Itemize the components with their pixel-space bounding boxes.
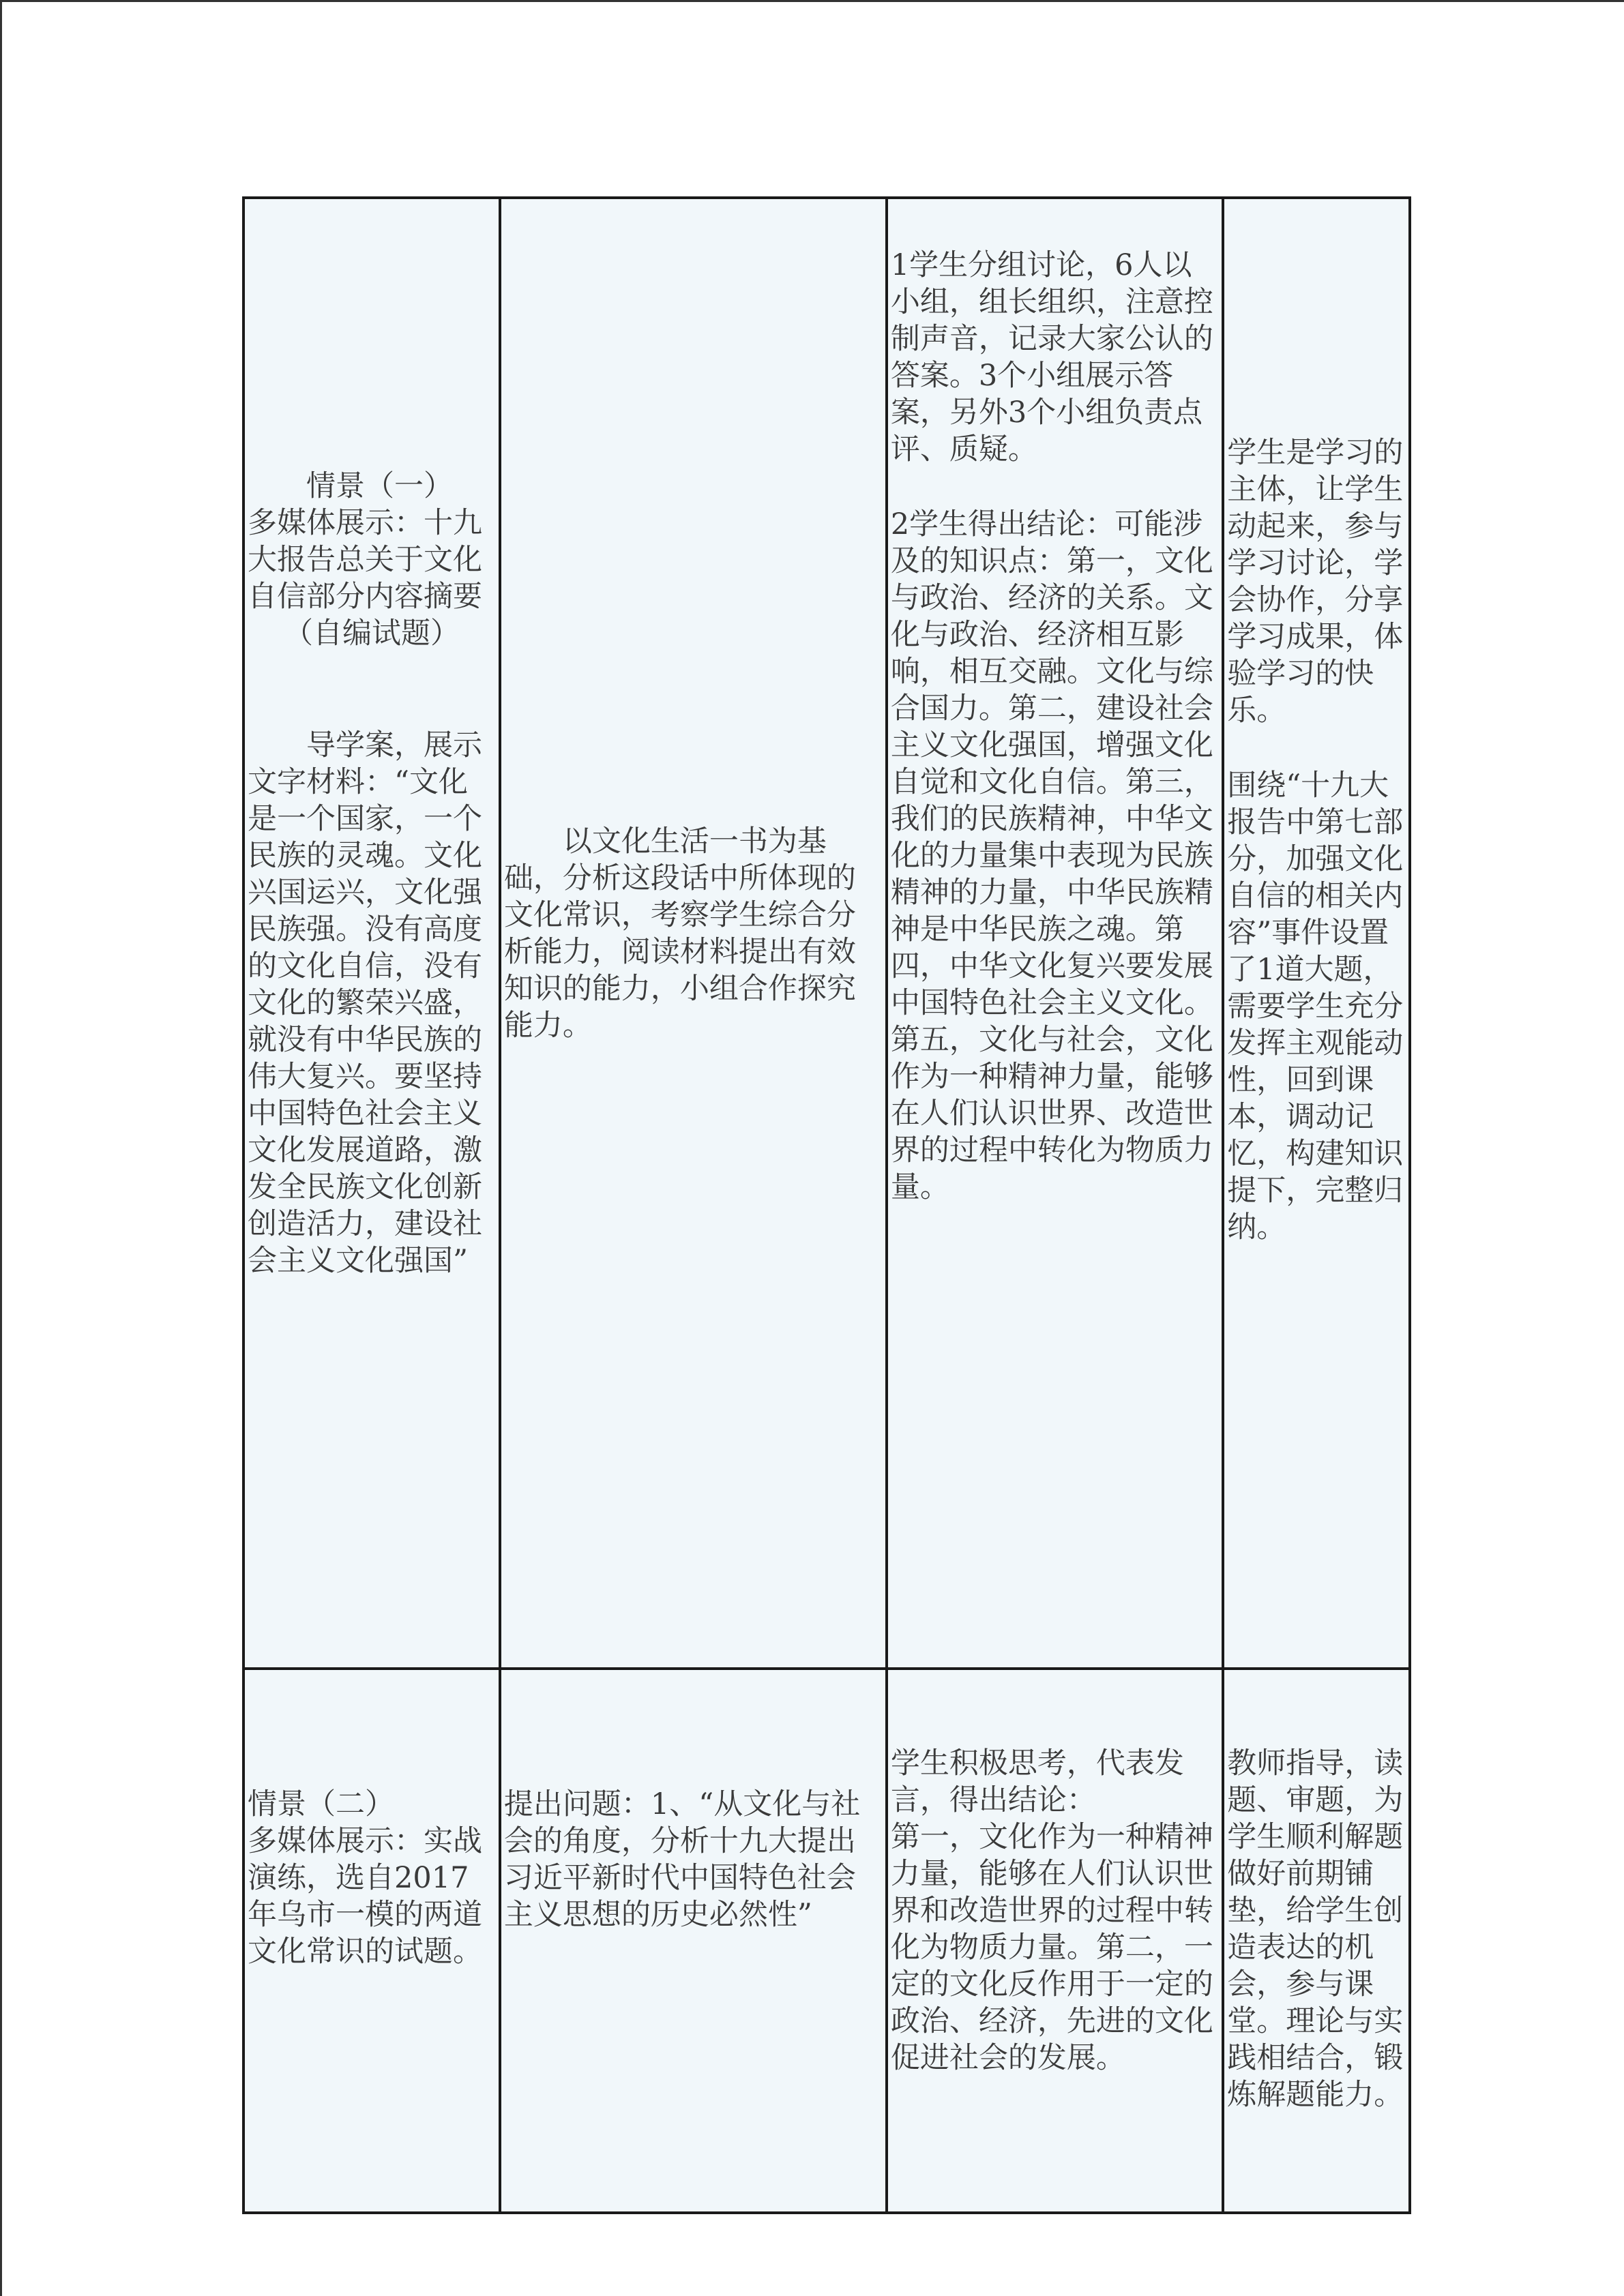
- scenario-text: 多媒体展示：实战演练，选自2017年乌市一模的两道文化常识的试题。: [248, 1824, 482, 1969]
- question-text: 提出问题：1、“从文化与社会的角度，分析十九大提出习近平新时代中国特色社会主义思想的历史必然性”: [503, 1787, 861, 1932]
- design-intent-cell: [1223, 198, 1410, 1669]
- lesson-plan-table: [242, 196, 1411, 2214]
- scenario-material: 导学案，展示文字材料：“文化是一个国家，一个民族的灵魂。文化兴国运兴，文化强民族强。没有高度的文化自信，没有文化的繁荣兴盛，就没有中华民族的伟大复兴。要坚持中国特色社会主义文化发展道路，激发全民族文化创新创造活力，建设社会主义文化强国”: [248, 728, 482, 1278]
- student-activity-para-2: 2学生得出结论：可能涉及的知识点：第一，文化与政治、经济的关系。文化与政治、经济相互影响，相互交融。文化与综合国力。第二，建设社会主义文化强国，增强文化自觉和文化自信。第三，我们的民族精神，中华文化的力量集中表现为民族精神的力量，中华民族精神是中华民族之魂。第四，中华文化复兴要发展中国特色社会主义文化。第五，文化与社会，文化作为一种精神力量，能够在人们认识世界、改造世界的过程中转化为物质力量。: [890, 507, 1213, 1204]
- spacer: [1227, 729, 1406, 767]
- teaching-goal-cell: [500, 198, 887, 1669]
- student-activity-para-1: 1学生分组讨论，6人以小组，组长组织，注意控制声音，记录大家公认的答案。3个小组展示答案，另外3个小组负责点评、质疑。: [890, 248, 1213, 466]
- student-activity-para-1: 学生积极思考，代表发言，得出结论：: [890, 1746, 1184, 1817]
- table-row: [243, 198, 1410, 1669]
- scenario-heading: 情景（二）: [248, 1787, 394, 1821]
- student-activity-cell: [887, 1669, 1223, 2213]
- spacer: [891, 468, 1219, 506]
- design-intent-text: 教师指导，读题、审题，为学生顺利解题做好前期铺垫，给学生创造表达的机会，参与课堂。理论与实践相结合，锻炼解题能力。: [1227, 1746, 1404, 2112]
- scenario-cell: [243, 198, 500, 1669]
- design-intent-para-1: 学生是学习的主体，让学生动起来，参与学习讨论，学会协作，分享学习成果，体验学习的快乐。: [1227, 436, 1404, 728]
- page-border-top: [0, 0, 1624, 2]
- scenario-intro-note: （自编试题）: [283, 616, 460, 651]
- spacer: [248, 652, 496, 727]
- scenario-heading: 情景（一）: [306, 469, 453, 503]
- teaching-goal-text: 以文化生活一书为基础，分析这段话中所体现的文化常识，考察学生综合分析能力，阅读材料提出有效知识的能力，小组合作探究能力。: [503, 824, 856, 1043]
- design-intent-para-2: 围绕“十九大报告中第七部分，加强文化自信的相关内容”事件设置了1道大题，需要学生充分发挥主观能动性，回到课本，调动记忆，构建知识提下，完整归纳。: [1227, 769, 1404, 1244]
- design-intent-cell: [1223, 1669, 1410, 2213]
- scenario-cell: [243, 1669, 500, 2213]
- teaching-goal-cell: [500, 1669, 887, 2213]
- student-activity-para-2: 第一，文化作为一种精神力量，能够在人们认识世界和改造世界的过程中转化为物质力量。第二，一定的文化反作用于一定的政治、经济，先进的文化促进社会的发展。: [890, 1820, 1213, 2075]
- table-row: [243, 1669, 1410, 2213]
- student-activity-cell: [887, 198, 1223, 1669]
- page-border-left: [0, 0, 2, 2296]
- scenario-intro: 多媒体展示：十九大报告总关于文化自信部分内容摘要: [248, 506, 482, 614]
